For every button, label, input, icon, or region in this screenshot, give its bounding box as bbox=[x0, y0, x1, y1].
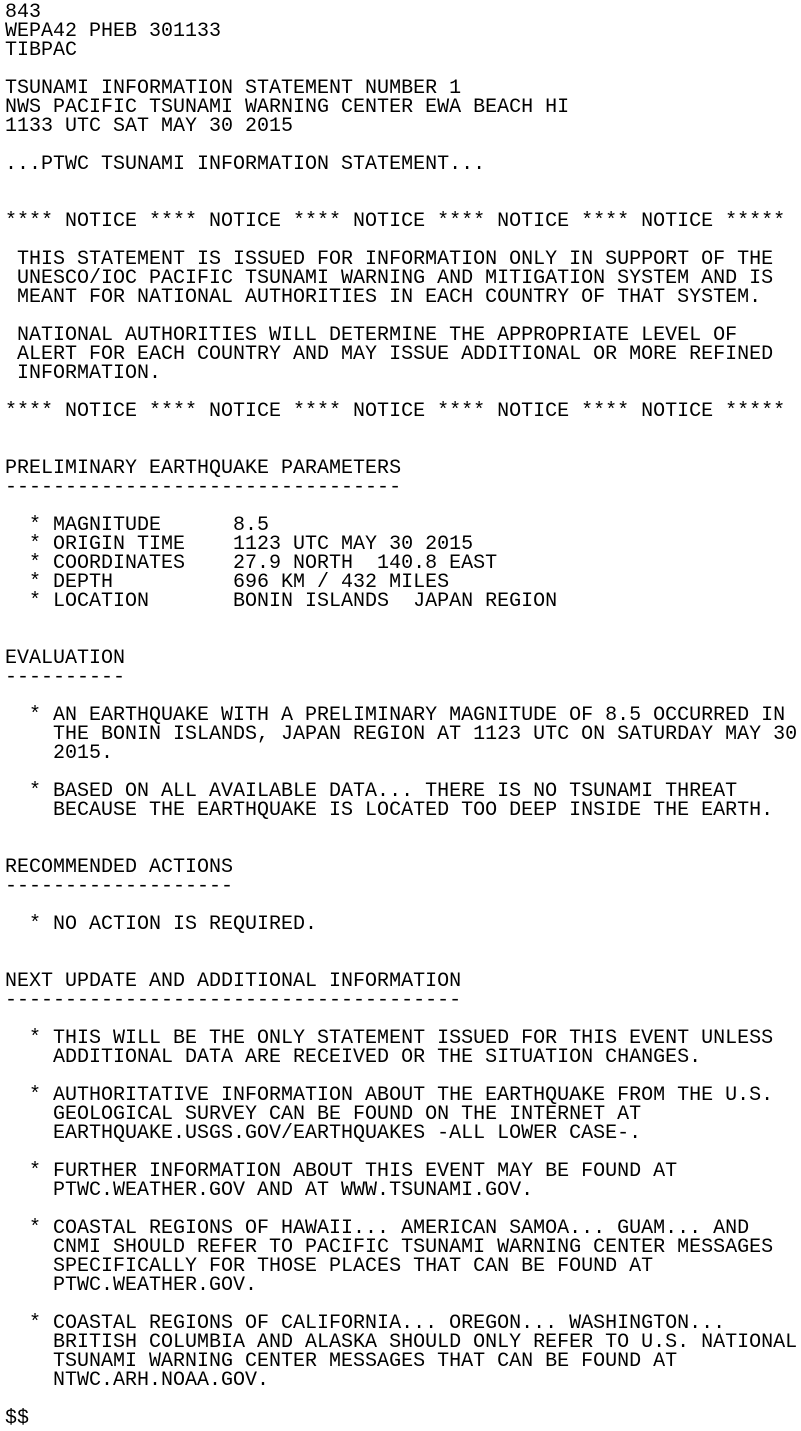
statement-line: PRELIMINARY EARTHQUAKE PARAMETERS bbox=[5, 457, 402, 480]
statement-line: * BASED ON ALL AVAILABLE DATA... THERE IS NO TSUNAMI THREAT bbox=[5, 780, 738, 803]
statement-line: -------------------------------------- bbox=[5, 989, 462, 1012]
statement-line: * DEPTH 696 KM / 432 MILES bbox=[5, 571, 450, 594]
statement-line: TSUNAMI WARNING CENTER MESSAGES THAT CAN BE FOUND AT bbox=[5, 1350, 678, 1373]
statement-line: NWS PACIFIC TSUNAMI WARNING CENTER EWA BEACH HI bbox=[5, 96, 570, 119]
statement-line: * COASTAL REGIONS OF CALIFORNIA... OREGON... WASHINGTON... bbox=[5, 1312, 726, 1335]
statement-line: ADDITIONAL DATA ARE RECEIVED OR THE SITUATION CHANGES. bbox=[5, 1046, 702, 1069]
statement-line: * AN EARTHQUAKE WITH A PRELIMINARY MAGNITUDE OF 8.5 OCCURRED IN bbox=[5, 704, 786, 727]
statement-line: CNMI SHOULD REFER TO PACIFIC TSUNAMI WARNING CENTER MESSAGES bbox=[5, 1236, 774, 1259]
statement-line: THIS STATEMENT IS ISSUED FOR INFORMATION ONLY IN SUPPORT OF THE bbox=[5, 248, 774, 271]
statement-line: PTWC.WEATHER.GOV. bbox=[5, 1274, 258, 1297]
statement-line: NEXT UPDATE AND ADDITIONAL INFORMATION bbox=[5, 970, 462, 993]
statement-line: GEOLOGICAL SURVEY CAN BE FOUND ON THE INTERNET AT bbox=[5, 1103, 642, 1126]
statement-line: ---------- bbox=[5, 666, 126, 689]
statement-line: * AUTHORITATIVE INFORMATION ABOUT THE EARTHQUAKE FROM THE U.S. bbox=[5, 1084, 774, 1107]
statement-line: BRITISH COLUMBIA AND ALASKA SHOULD ONLY REFER TO U.S. NATIONAL bbox=[5, 1331, 798, 1354]
statement-line: RECOMMENDED ACTIONS bbox=[5, 856, 234, 879]
statement-line: * COASTAL REGIONS OF HAWAII... AMERICAN SAMOA... GUAM... AND bbox=[5, 1217, 750, 1240]
statement-line: TSUNAMI INFORMATION STATEMENT NUMBER 1 bbox=[5, 77, 462, 100]
statement-line: PTWC.WEATHER.GOV AND AT WWW.TSUNAMI.GOV. bbox=[5, 1179, 534, 1202]
statement-line: MEANT FOR NATIONAL AUTHORITIES IN EACH COUNTRY OF THAT SYSTEM. bbox=[5, 286, 762, 309]
statement-line: * THIS WILL BE THE ONLY STATEMENT ISSUED FOR THIS EVENT UNLESS bbox=[5, 1027, 774, 1050]
statement-line: * NO ACTION IS REQUIRED. bbox=[5, 913, 318, 936]
statement-line: SPECIFICALLY FOR THOSE PLACES THAT CAN BE FOUND AT bbox=[5, 1255, 654, 1278]
statement-line: **** NOTICE **** NOTICE **** NOTICE **** NOTICE **** NOTICE ***** bbox=[5, 400, 786, 423]
statement-line: INFORMATION. bbox=[5, 362, 162, 385]
statement-line: ------------------- bbox=[5, 875, 234, 898]
statement-line: THE BONIN ISLANDS, JAPAN REGION AT 1123 UTC ON SATURDAY MAY 30 bbox=[5, 723, 798, 746]
statement-line: UNESCO/IOC PACIFIC TSUNAMI WARNING AND MITIGATION SYSTEM AND IS bbox=[5, 267, 774, 290]
statement-line: EARTHQUAKE.USGS.GOV/EARTHQUAKES -ALL LOWER CASE-. bbox=[5, 1122, 642, 1145]
statement-line: 843 bbox=[5, 1, 42, 24]
statement-line: * MAGNITUDE 8.5 bbox=[5, 514, 270, 537]
statement-line: * ORIGIN TIME 1123 UTC MAY 30 2015 bbox=[5, 533, 474, 556]
statement-line: TIBPAC bbox=[5, 39, 78, 62]
statement-line: EVALUATION bbox=[5, 647, 126, 670]
statement-line: 1133 UTC SAT MAY 30 2015 bbox=[5, 115, 294, 138]
statement-line: ALERT FOR EACH COUNTRY AND MAY ISSUE ADDITIONAL OR MORE REFINED bbox=[5, 343, 774, 366]
statement-line: BECAUSE THE EARTHQUAKE IS LOCATED TOO DEEP INSIDE THE EARTH. bbox=[5, 799, 774, 822]
statement-line: * FURTHER INFORMATION ABOUT THIS EVENT MAY BE FOUND AT bbox=[5, 1160, 678, 1183]
statement-line: --------------------------------- bbox=[5, 476, 402, 499]
statement-line: $$ bbox=[5, 1407, 30, 1430]
statement-line: 2015. bbox=[5, 742, 114, 765]
statement-line: * COORDINATES 27.9 NORTH 140.8 EAST bbox=[5, 552, 498, 575]
statement-line: WEPA42 PHEB 301133 bbox=[5, 20, 222, 43]
statement-line: **** NOTICE **** NOTICE **** NOTICE **** NOTICE **** NOTICE ***** bbox=[5, 210, 786, 233]
statement-line: ...PTWC TSUNAMI INFORMATION STATEMENT... bbox=[5, 153, 486, 176]
statement-line: NATIONAL AUTHORITIES WILL DETERMINE THE APPROPRIATE LEVEL OF bbox=[5, 324, 738, 347]
statement-line: * LOCATION BONIN ISLANDS JAPAN REGION bbox=[5, 590, 558, 613]
statement-line: NTWC.ARH.NOAA.GOV. bbox=[5, 1369, 270, 1392]
